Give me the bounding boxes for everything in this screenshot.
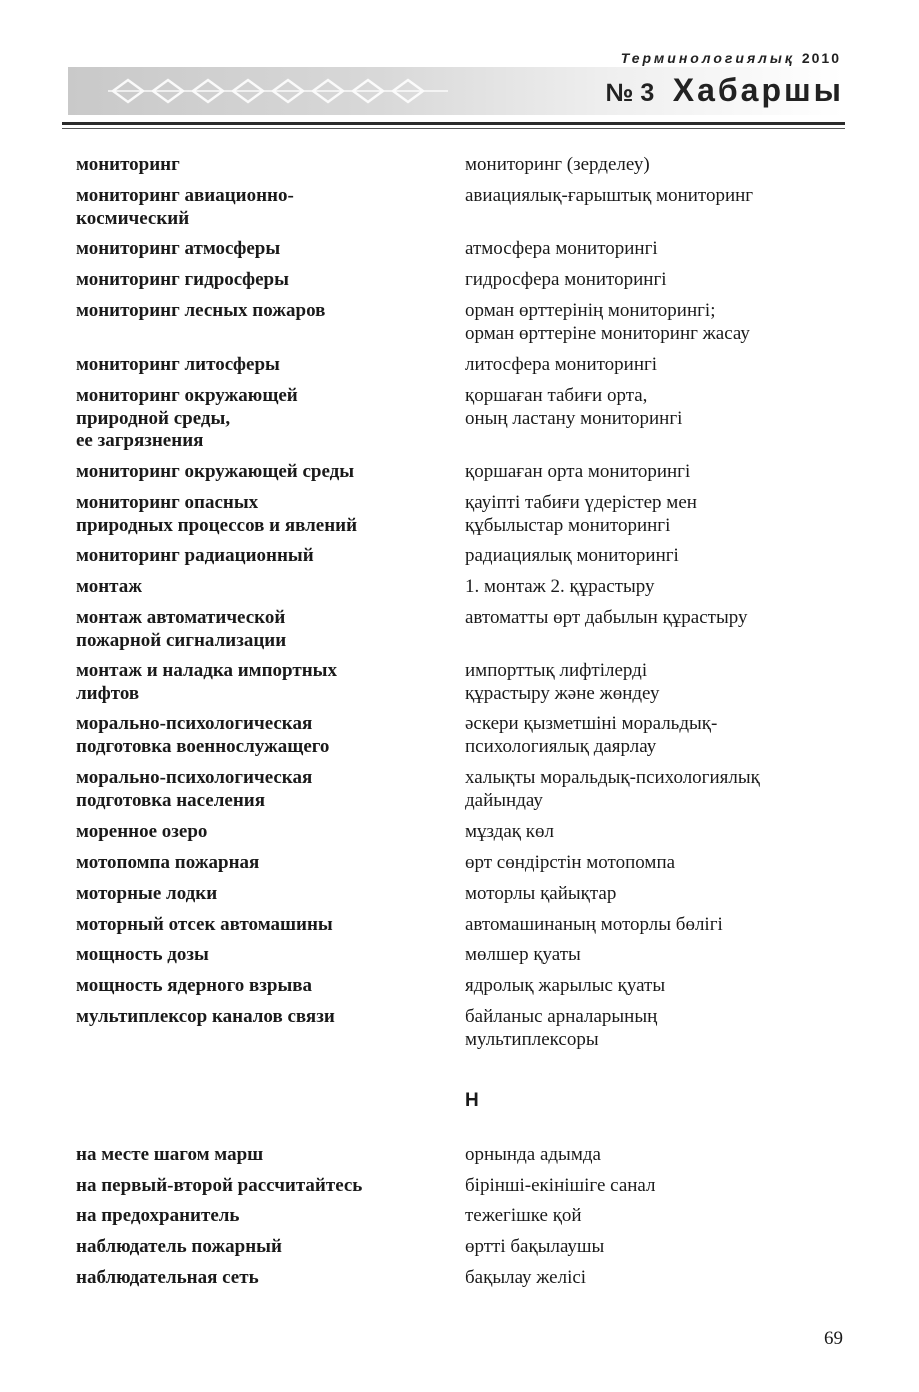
term-ru: мониторинг литосферы [76,354,280,375]
journal-year: 2010 [801,50,841,66]
term-kz: қоршаған орта мониторингі [465,461,691,482]
term-kz: өрт сөндірстін мотопомпа [465,852,676,873]
section-letter: Н [465,1090,479,1111]
term-kz: мөлшер қуаты [465,944,581,965]
term-kz: өртті бақылаушы [465,1236,605,1257]
term-kz: бақылау желісі [465,1267,587,1288]
term-kz: қоршаған табиғи орта, оның ластану мониторингі [465,385,683,429]
term-kz: автомашинаның моторлы бөлігі [465,914,723,935]
term-kz: орман өрттерінің мониторингі; орман өрттеріне мониторинг жасау [465,300,750,344]
page-number: 69 [824,1328,843,1349]
term-ru: на первый-второй рассчитайтесь [76,1175,363,1196]
term-kz: орнында адымда [465,1144,601,1165]
term-ru: наблюдатель пожарный [76,1236,282,1257]
term-ru: мощность ядерного взрыва [76,975,313,996]
publication-title: Хабаршы [672,72,844,108]
term-ru: монтаж и наладка импортных лифтов [76,660,337,704]
term-kz: бірінші-екінішіге санал [465,1175,656,1196]
term-kz: байланыс арналарының мультиплексоры [465,1006,658,1050]
term-ru: на предохранитель [76,1205,240,1226]
term-ru: мониторинг окружающей среды [76,461,355,482]
term-kz: авиациялық-ғарыштық мониторинг [465,185,754,206]
term-ru: мощность дозы [76,944,209,965]
term-ru: мониторинг гидросферы [76,269,289,290]
term-ru: мониторинг опасных природных процессов и явлений [76,492,358,536]
term-kz: моторлы қайықтар [465,883,617,904]
term-ru: морально-психологическая подготовка военнослужащего [76,713,330,757]
term-ru: наблюдательная сеть [76,1267,259,1288]
term-ru: морально-психологическая подготовка населения [76,767,313,811]
issue-number: № 3 [605,79,655,107]
term-ru: моторный отсек автомашины [76,914,333,935]
term-ru: мониторинг атмосферы [76,238,281,259]
term-kz: 1. монтаж 2. құрастыру [465,576,655,597]
term-kz: импорттық лифтілерді құрастыру және жөндеу [465,660,660,704]
term-kz: тежегішке қой [465,1205,582,1226]
term-ru: мониторинг [76,154,180,175]
term-kz: атмосфера мониторингі [465,238,658,259]
term-ru: моторные лодки [76,883,218,904]
term-ru: мониторинг авиационно- космический [76,185,294,229]
term-ru: мониторинг окружающей природной среды, ее загрязнения [76,385,298,451]
term-ru: мотопомпа пожарная [76,852,260,873]
term-ru: моренное озеро [76,821,208,842]
term-kz: әскери қызметшіні моральдық- психологиялық даярлау [465,713,718,757]
term-kz: автоматты өрт дабылын құрастыру [465,607,748,628]
term-kz: литосфера мониторингі [465,354,658,375]
term-ru: мониторинг лесных пожаров [76,300,326,321]
term-ru: мультиплексор каналов связи [76,1006,335,1027]
term-kz: гидросфера мониторингі [465,269,667,290]
term-kz: қауіпті табиғи үдерістер мен құбылыстар мониторингі [465,492,697,536]
journal-title: Терминологиялық [620,50,795,66]
term-ru: монтаж автоматической пожарной сигнализации [76,607,287,651]
term-kz: радиациялық мониторингі [465,545,679,566]
term-ru: мониторинг радиационный [76,545,314,566]
term-kz: халықты моральдық-психологиялық дайындау [465,767,760,811]
term-kz: мониторинг (зерделеу) [465,154,650,175]
term-ru: на месте шагом марш [76,1144,264,1165]
term-kz: мұздақ көл [465,821,554,842]
term-ru: монтаж [76,576,142,597]
term-kz: ядролық жарылыс қуаты [465,975,666,996]
